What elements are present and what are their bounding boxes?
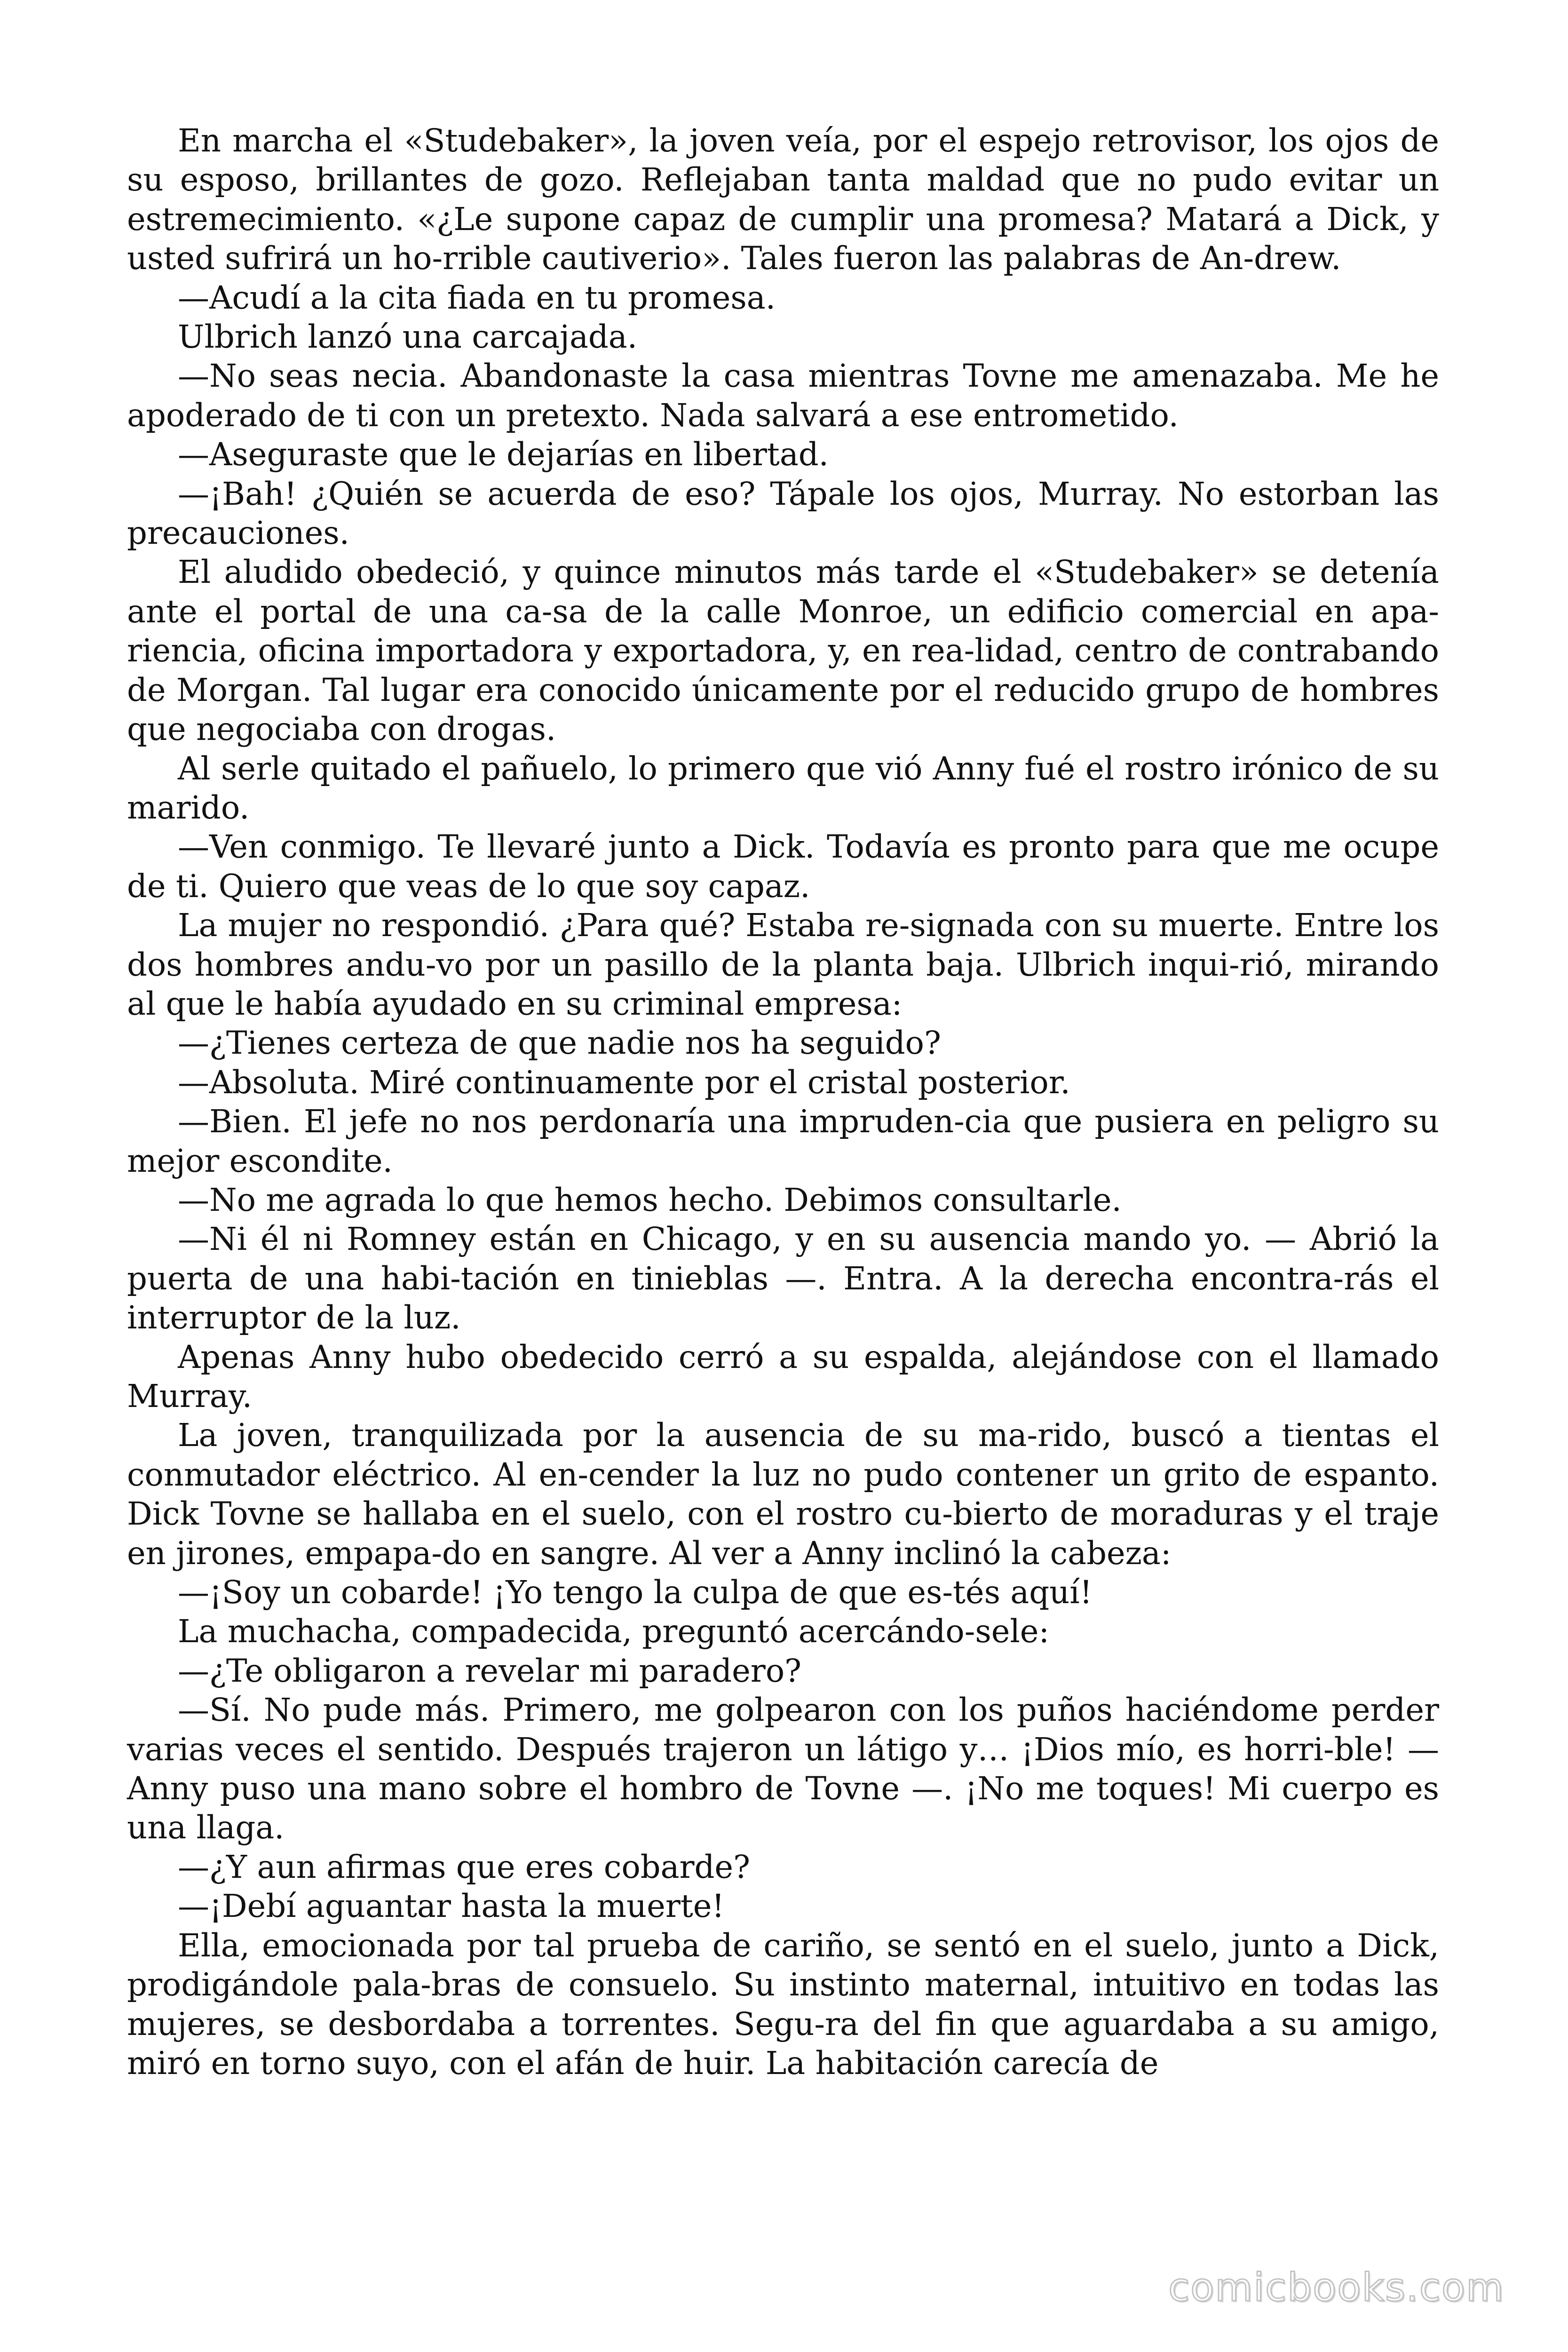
paragraph: —Absoluta. Miré continuamente por el cristal posterior. xyxy=(178,1064,1070,1101)
paragraph: —Bien. El jefe no nos perdonaría una impruden-cia que pusiera en peligro su mejor escondite. xyxy=(127,1103,1439,1179)
paragraph: La joven, tranquilizada por la ausencia de su ma-rido, buscó a tientas el conmutador eléctrico. Al en-cender la luz no pudo contener un grito de espanto. Dick Tovne se hallaba en el suelo, con el rostro cu-bierto de moraduras y el traje en jirones, empapa-do en sangre. Al ver a Anny inclinó la cabeza: xyxy=(127,1417,1439,1572)
paragraph: La muchacha, compadecida, preguntó acercándo-sele: xyxy=(178,1613,1050,1650)
paragraph: —¡Bah! ¿Quién se acuerda de eso? Tápale los ojos, Murray. No estorban las precauciones. xyxy=(127,475,1439,552)
paragraph: —Aseguraste que le dejarías en libertad. xyxy=(178,436,829,473)
paragraph: —Ven conmigo. Te llevaré junto a Dick. Todavía es pronto para que me ocupe de ti. Quiero que veas de lo que soy capaz. xyxy=(127,828,1439,905)
paragraph: Ulbrich lanzó una carcajada. xyxy=(178,318,638,356)
paragraph: —¿Tienes certeza de que nadie nos ha seguido? xyxy=(178,1025,941,1062)
paragraph: —Sí. No pude más. Primero, me golpearon con los puños haciéndome perder varias veces el sentido. Después trajeron un látigo y… ¡Dios mío, es horri-ble! — Anny puso una mano sobre el hombro de Tovne —. ¡No me toques! Mi cuerpo es una llaga. xyxy=(127,1692,1439,1846)
watermark: comicbooks.com xyxy=(1168,2265,1505,2310)
book-page-text xyxy=(127,121,1439,2083)
paragraph: Al serle quitado el pañuelo, lo primero que vió Anny fué el rostro irónico de su marido. xyxy=(127,750,1439,826)
paragraph: —¡Debí aguantar hasta la muerte! xyxy=(178,1888,725,1925)
paragraph: —No seas necia. Abandonaste la casa mientras Tovne me amenazaba. Me he apoderado de ti con un pretexto. Nada salvará a ese entrometido. xyxy=(127,358,1439,434)
paragraph: —¿Te obligaron a revelar mi paradero? xyxy=(178,1652,802,1689)
paragraph: La mujer no respondió. ¿Para qué? Estaba re-signada con su muerte. Entre los dos hombres andu-vo por un pasillo de la planta baja. Ulbrich inqui-rió, mirando al que le había ayudado en su criminal empresa: xyxy=(127,907,1439,1022)
paragraph: —Ni él ni Romney están en Chicago, y en su ausencia mando yo. — Abrió la puerta de una habi-tación en tinieblas —. Entra. A la derecha encontra-rás el interruptor de la luz. xyxy=(127,1221,1439,1336)
paragraph: Ella, emocionada por tal prueba de cariño, se sentó en el suelo, junto a Dick, prodigándole pala-bras de consuelo. Su instinto maternal, intuitivo en todas las mujeres, se desbordaba a torrentes. Segu-ra del fin que aguardaba a su amigo, miró en torno suyo, con el afán de huir. La habitación carecía de xyxy=(127,1927,1439,2082)
paragraph: —¿Y aun afirmas que eres cobarde? xyxy=(178,1848,750,1885)
paragraph: El aludido obedeció, y quince minutos más tarde el «Studebaker» se detenía ante el portal de una ca-sa de la calle Monroe, un edificio comercial en apa-riencia, oficina importadora y exportadora, y, en rea-lidad, centro de contrabando de Morgan. Tal lugar era conocido únicamente por el reducido grupo de hombres que negociaba con drogas. xyxy=(127,554,1439,748)
paragraph: —Acudí a la cita fiada en tu promesa. xyxy=(178,279,776,316)
paragraph: —¡Soy un cobarde! ¡Yo tengo la culpa de que es-tés aquí! xyxy=(178,1574,1093,1611)
paragraph: —No me agrada lo que hemos hecho. Debimos consultarle. xyxy=(178,1181,1122,1218)
paragraph: Apenas Anny hubo obedecido cerró a su espalda, alejándose con el llamado Murray. xyxy=(127,1338,1439,1414)
paragraph: En marcha el «Studebaker», la joven veía, por el espejo retrovisor, los ojos de su esposo, brillantes de gozo. Reflejaban tanta maldad que no pudo evitar un estremecimiento. «¿Le supone capaz de cumplir una promesa? Matará a Dick, y usted sufrirá un ho-rrible cautiverio». Tales fueron las palabras de An-drew. xyxy=(127,122,1439,277)
